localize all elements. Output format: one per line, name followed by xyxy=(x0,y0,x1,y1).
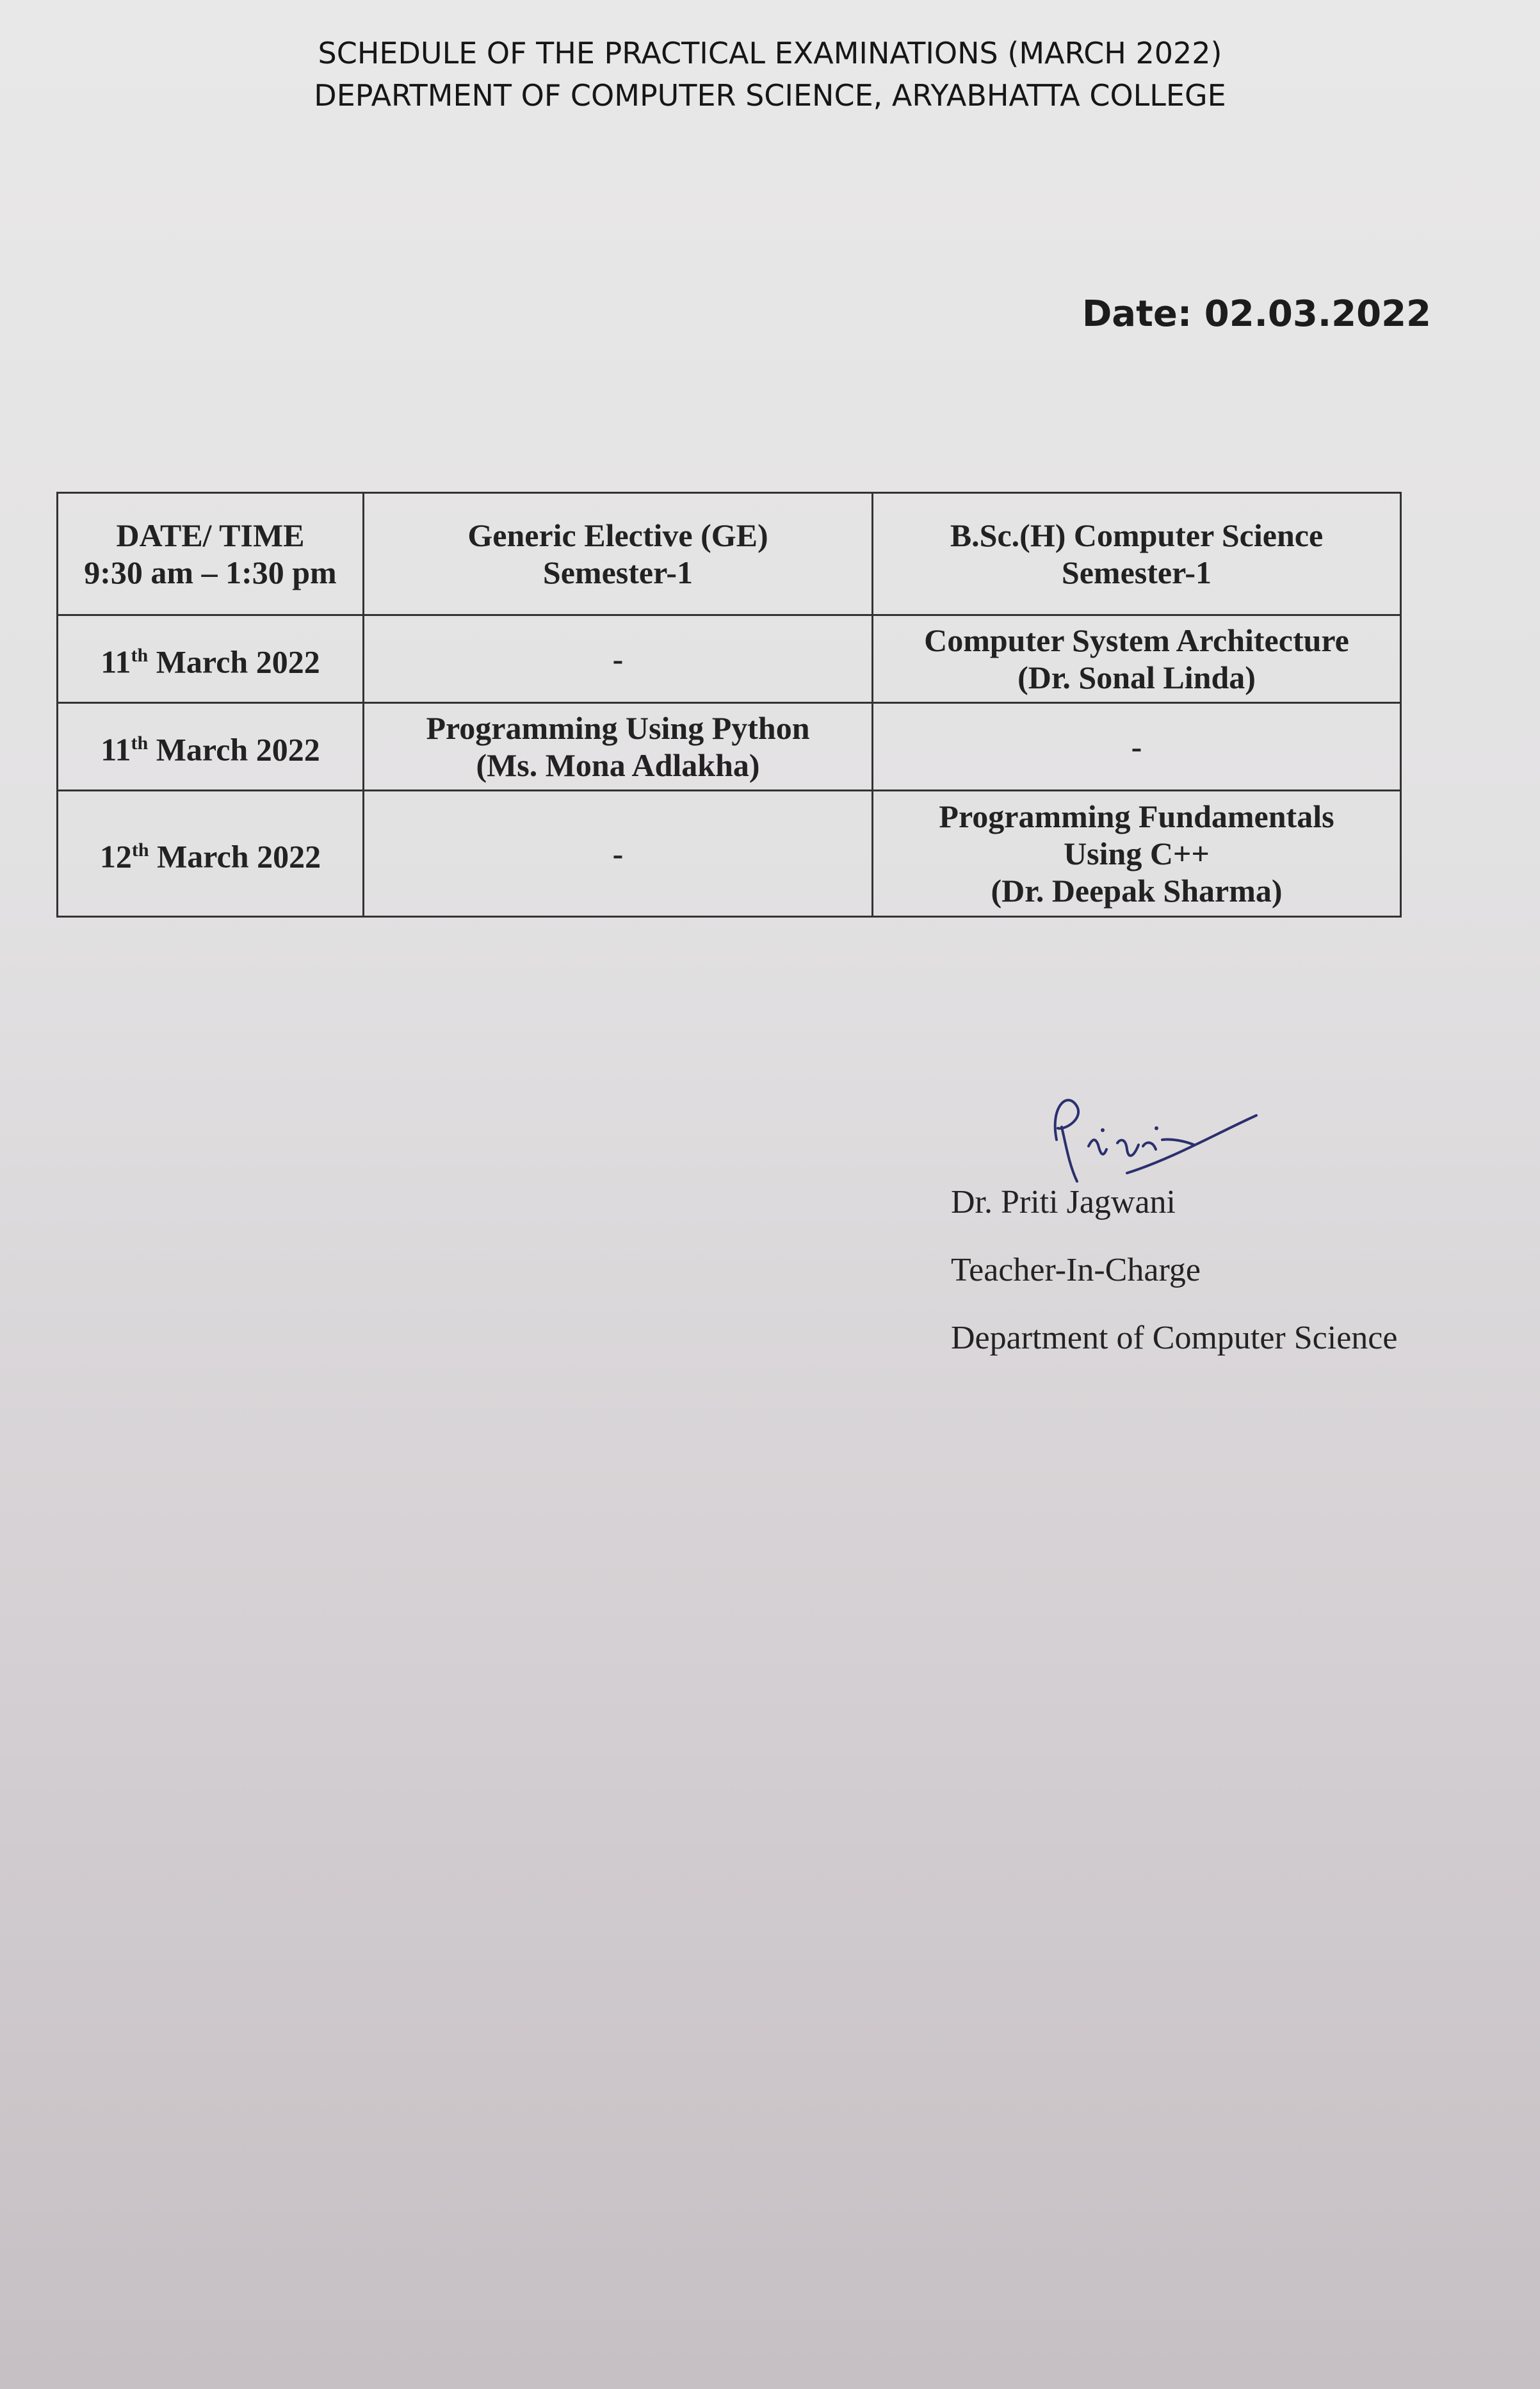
document-heading xyxy=(0,32,1540,117)
bsc-subject: Computer System Architecture xyxy=(924,622,1349,658)
table-row xyxy=(58,703,1401,791)
header-datetime-line1: DATE/ TIME xyxy=(116,517,305,553)
row-ge-cell: - xyxy=(364,615,873,703)
date-day: 11 xyxy=(101,731,131,768)
header-datetime xyxy=(58,493,364,615)
signatory-title: Teacher-In-Charge xyxy=(951,1252,1201,1288)
bsc-subject: Programming Fundamentals xyxy=(939,798,1334,834)
ge-subject: Programming Using Python xyxy=(426,710,810,746)
date-month-year: March 2022 xyxy=(156,644,320,680)
header-generic-elective xyxy=(364,493,873,615)
signatory-name: Dr. Priti Jagwani xyxy=(951,1184,1176,1220)
heading-line-2: DEPARTMENT OF COMPUTER SCIENCE, ARYABHATTA COLLEGE xyxy=(314,78,1226,113)
row-bsc-cell: - xyxy=(873,703,1401,791)
table-row xyxy=(58,791,1401,917)
row-ge-cell: - xyxy=(364,791,873,917)
header-bsc-cs xyxy=(873,493,1401,615)
row-date xyxy=(58,615,364,703)
header-bsc-line2: Semester-1 xyxy=(1061,555,1212,590)
header-ge-line1: Generic Elective (GE) xyxy=(467,517,768,553)
exam-schedule-table xyxy=(56,492,1402,918)
header-datetime-line2: 9:30 am – 1:30 pm xyxy=(84,555,337,590)
date-month-year: March 2022 xyxy=(156,731,320,768)
row-date xyxy=(58,791,364,917)
bsc-examiner: (Dr. Deepak Sharma) xyxy=(991,873,1283,909)
issue-date: Date: 02.03.2022 xyxy=(1082,293,1431,335)
date-day: 12 xyxy=(99,838,132,875)
row-bsc-cell xyxy=(873,791,1401,917)
bsc-examiner: (Dr. Sonal Linda) xyxy=(1017,660,1256,695)
bsc-subject-cont: Using C++ xyxy=(1064,836,1210,871)
row-date xyxy=(58,703,364,791)
signatory-block xyxy=(951,1169,1397,1372)
heading-line-1: SCHEDULE OF THE PRACTICAL EXAMINATIONS (MARCH 2022) xyxy=(318,36,1222,70)
row-bsc-cell xyxy=(873,615,1401,703)
table-row xyxy=(58,615,1401,703)
header-bsc-line1: B.Sc.(H) Computer Science xyxy=(950,517,1324,553)
row-ge-cell xyxy=(364,703,873,791)
date-day: 11 xyxy=(101,644,131,680)
date-suffix: th xyxy=(131,839,149,861)
date-suffix: th xyxy=(131,645,149,667)
ge-examiner: (Ms. Mona Adlakha) xyxy=(476,747,760,783)
signatory-department: Department of Computer Science xyxy=(951,1320,1398,1356)
date-month-year: March 2022 xyxy=(157,838,321,875)
header-ge-line2: Semester-1 xyxy=(542,555,693,590)
date-suffix: th xyxy=(131,733,149,754)
table-header-row xyxy=(58,493,1401,615)
